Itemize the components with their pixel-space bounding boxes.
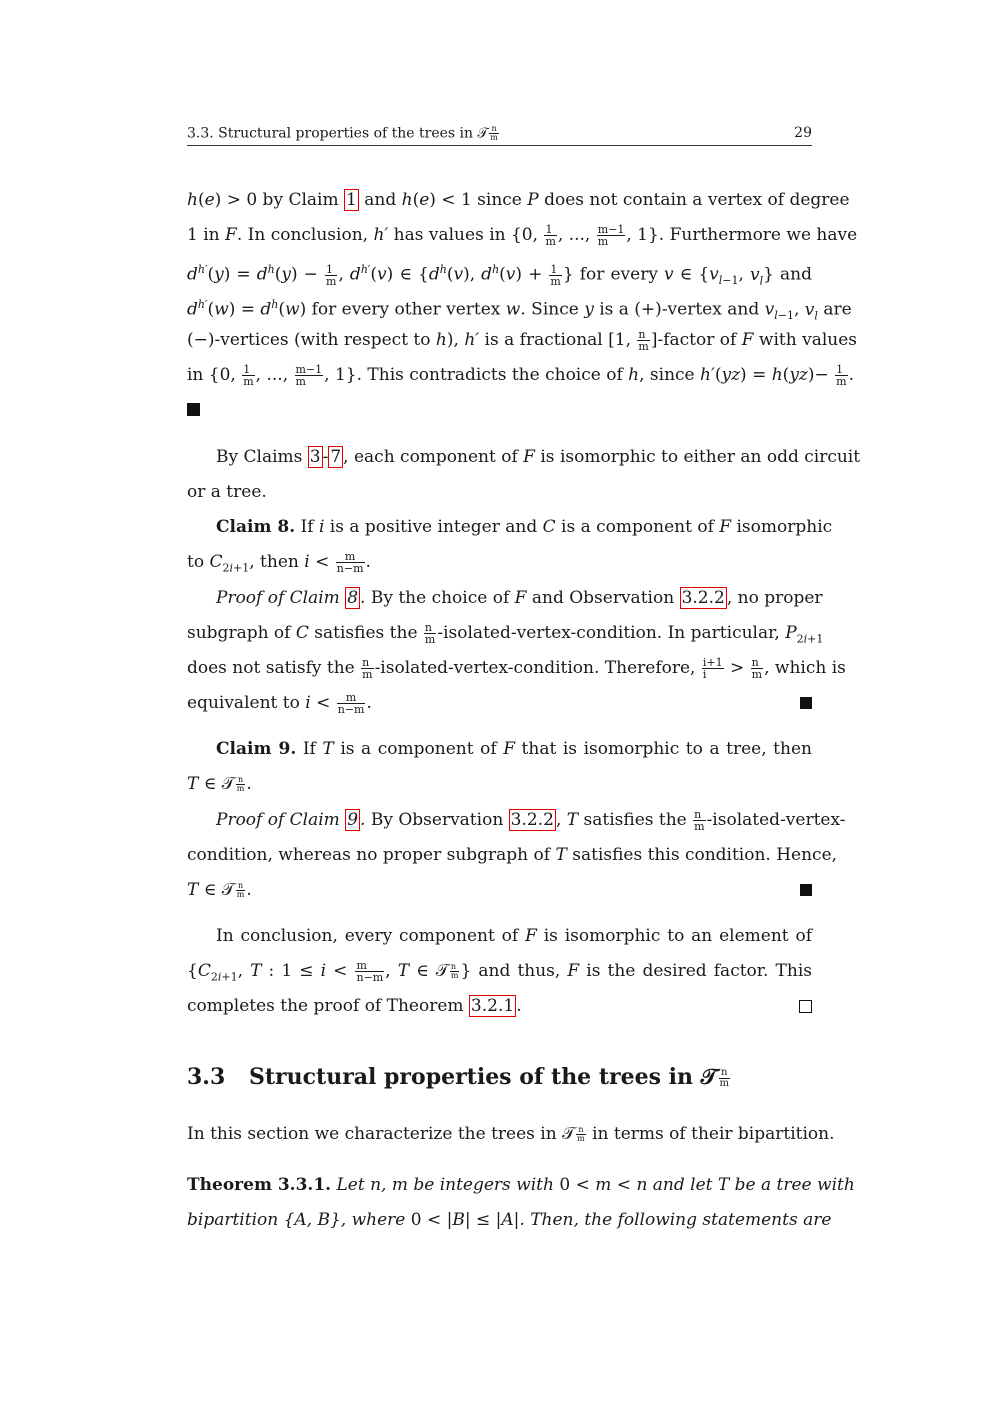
text-line: does not satisfy the $\frac{n}{m}$ -isolated-vertex-condition. Therefore, $\frac{i+1}{i}$ > $\frac{n}{m}$ , which is [187, 656, 846, 681]
page-number: 29 [794, 125, 812, 141]
ref-claim-7[interactable]: 7 [330, 447, 342, 467]
section-number: 3.3 [187, 1064, 226, 1090]
text-line: T ∈ 𝒯 $\frac{n}{m}$ . [187, 879, 812, 901]
qed-mark [800, 697, 812, 709]
claim-9-label: Claim 9. [216, 739, 297, 759]
proof-claim-9: Proof of Claim 9 . By Observation 3.2.2 , T satisfies the $\frac{n}{m}$ -isolated-vertex- [216, 808, 846, 833]
theorem-3-3-1: Theorem 3.3.1. Let n, m be integers with 0 < m < n and let T be a tree with [187, 1175, 855, 1195]
text-line: 1 in F. In conclusion, h′ has values in {0, $\frac{1}{m}$ , ..., $\frac{m-1}{m}$ , 1}. Furthermore we have [187, 223, 858, 248]
ref-obs-3-2-2[interactable]: 3.2.2 [681, 588, 725, 608]
ref-theorem-3-2-1[interactable]: 3.2.1 [470, 996, 515, 1016]
text-line: or a tree. [187, 482, 267, 502]
claim-8: Claim 8. If i is a positive integer and C is a component of F isomorphic [216, 517, 833, 537]
running-title: 3.3. Structural properties of the trees in 𝒯 $\frac{n}{m}$ [187, 124, 498, 142]
running-header [187, 125, 812, 146]
text-line: to $C_{2i+1}$, then i < $\frac{m}{n-m}$ . [187, 550, 371, 575]
text-line: $d^{h'}(w) = d^h(w)$ for every other vertex w. Since y is a (+)-vertex and $v_{l-1}$, $v_l$ are [187, 298, 852, 323]
text-line: condition, whereas no proper subgraph of T satisfies this condition. Hence, [187, 845, 838, 865]
claim-8-label: Claim 8. [216, 517, 296, 537]
text-line: subgraph of C satisfies the $\frac{n}{m}$ -isolated-vertex-condition. In particular, $P_{2i+1}$ [187, 621, 824, 646]
text-line: $d^{h'}(y) = d^h(y)$ − $\frac{1}{m}$ , $d^{h'}(v)$ ∈ {$d^h(v)$, $d^h(v)$ + $\frac{1}{m}$ } for every v ∈ {$v_{l-1}$, $v_l$} and [187, 262, 812, 288]
text-line: in {0, $\frac{1}{m}$ , ..., $\frac{m-1}{m}$ , 1}. This contradicts the choice of h, since h′(yz) = h(yz)− $\frac{1}{m}$ . [187, 363, 854, 388]
text-line: T ∈ 𝒯 $\frac{n}{m}$ . [187, 774, 252, 794]
ref-claim-8[interactable]: 8 [347, 588, 359, 608]
end-of-proof-mark [187, 403, 200, 416]
text-line: In conclusion, every component of F is isomorphic to an element of [216, 926, 812, 946]
text-line: (−)-vertices (with respect to h), h′ is a fractional [1, $\frac{n}{m}$ ]-factor of F with values [187, 328, 858, 353]
section-title: Structural properties of the trees in 𝒯 [249, 1064, 718, 1090]
ref-claim-3[interactable]: 3 [309, 447, 321, 467]
proof-claim-8: Proof of Claim 8 . By the choice of F and Observation 3.2.2 , no proper [216, 588, 823, 608]
ref-claim-1[interactable]: 1 [346, 190, 357, 210]
qed-mark-open [799, 1000, 812, 1013]
text-line: bipartition {A, B}, where 0 < |B| ≤ |A|. Then, the following statements are [187, 1210, 832, 1230]
text-line: By Claims 3 - 7 , each component of F is isomorphic to either an odd circuit [216, 447, 861, 467]
text-line: equivalent to i < $\frac{m}{n-m}$ . [187, 692, 812, 715]
text-line: h(e) > 0 by Claim 1 and h(e) < 1 since P does not contain a vertex of degree [187, 190, 850, 210]
text-line: completes the proof of Theorem 3.2.1 . [187, 995, 812, 1017]
qed-mark [800, 884, 812, 896]
ref-obs-3-2-2[interactable]: 3.2.2 [510, 810, 554, 830]
claim-9: Claim 9. If T is a component of F that is isomorphic to a tree, then [216, 739, 812, 759]
theorem-label: Theorem 3.3.1. [187, 1175, 332, 1195]
text-line: In this section we characterize the trees in 𝒯 $\frac{n}{m}$ in terms of their bipartition. [187, 1124, 835, 1144]
text-line: {$C_{2i+1}$, T : 1 ≤ i < $\frac{m}{n-m}$ , T ∈ 𝒯 $\frac{n}{m}$ } and thus, F is the desired factor. This [187, 959, 812, 984]
section-heading: 3.3 Structural properties of the trees in 𝒯 $\frac{n}{m}$ [187, 1064, 729, 1090]
ref-claim-9[interactable]: 9 [347, 810, 359, 830]
